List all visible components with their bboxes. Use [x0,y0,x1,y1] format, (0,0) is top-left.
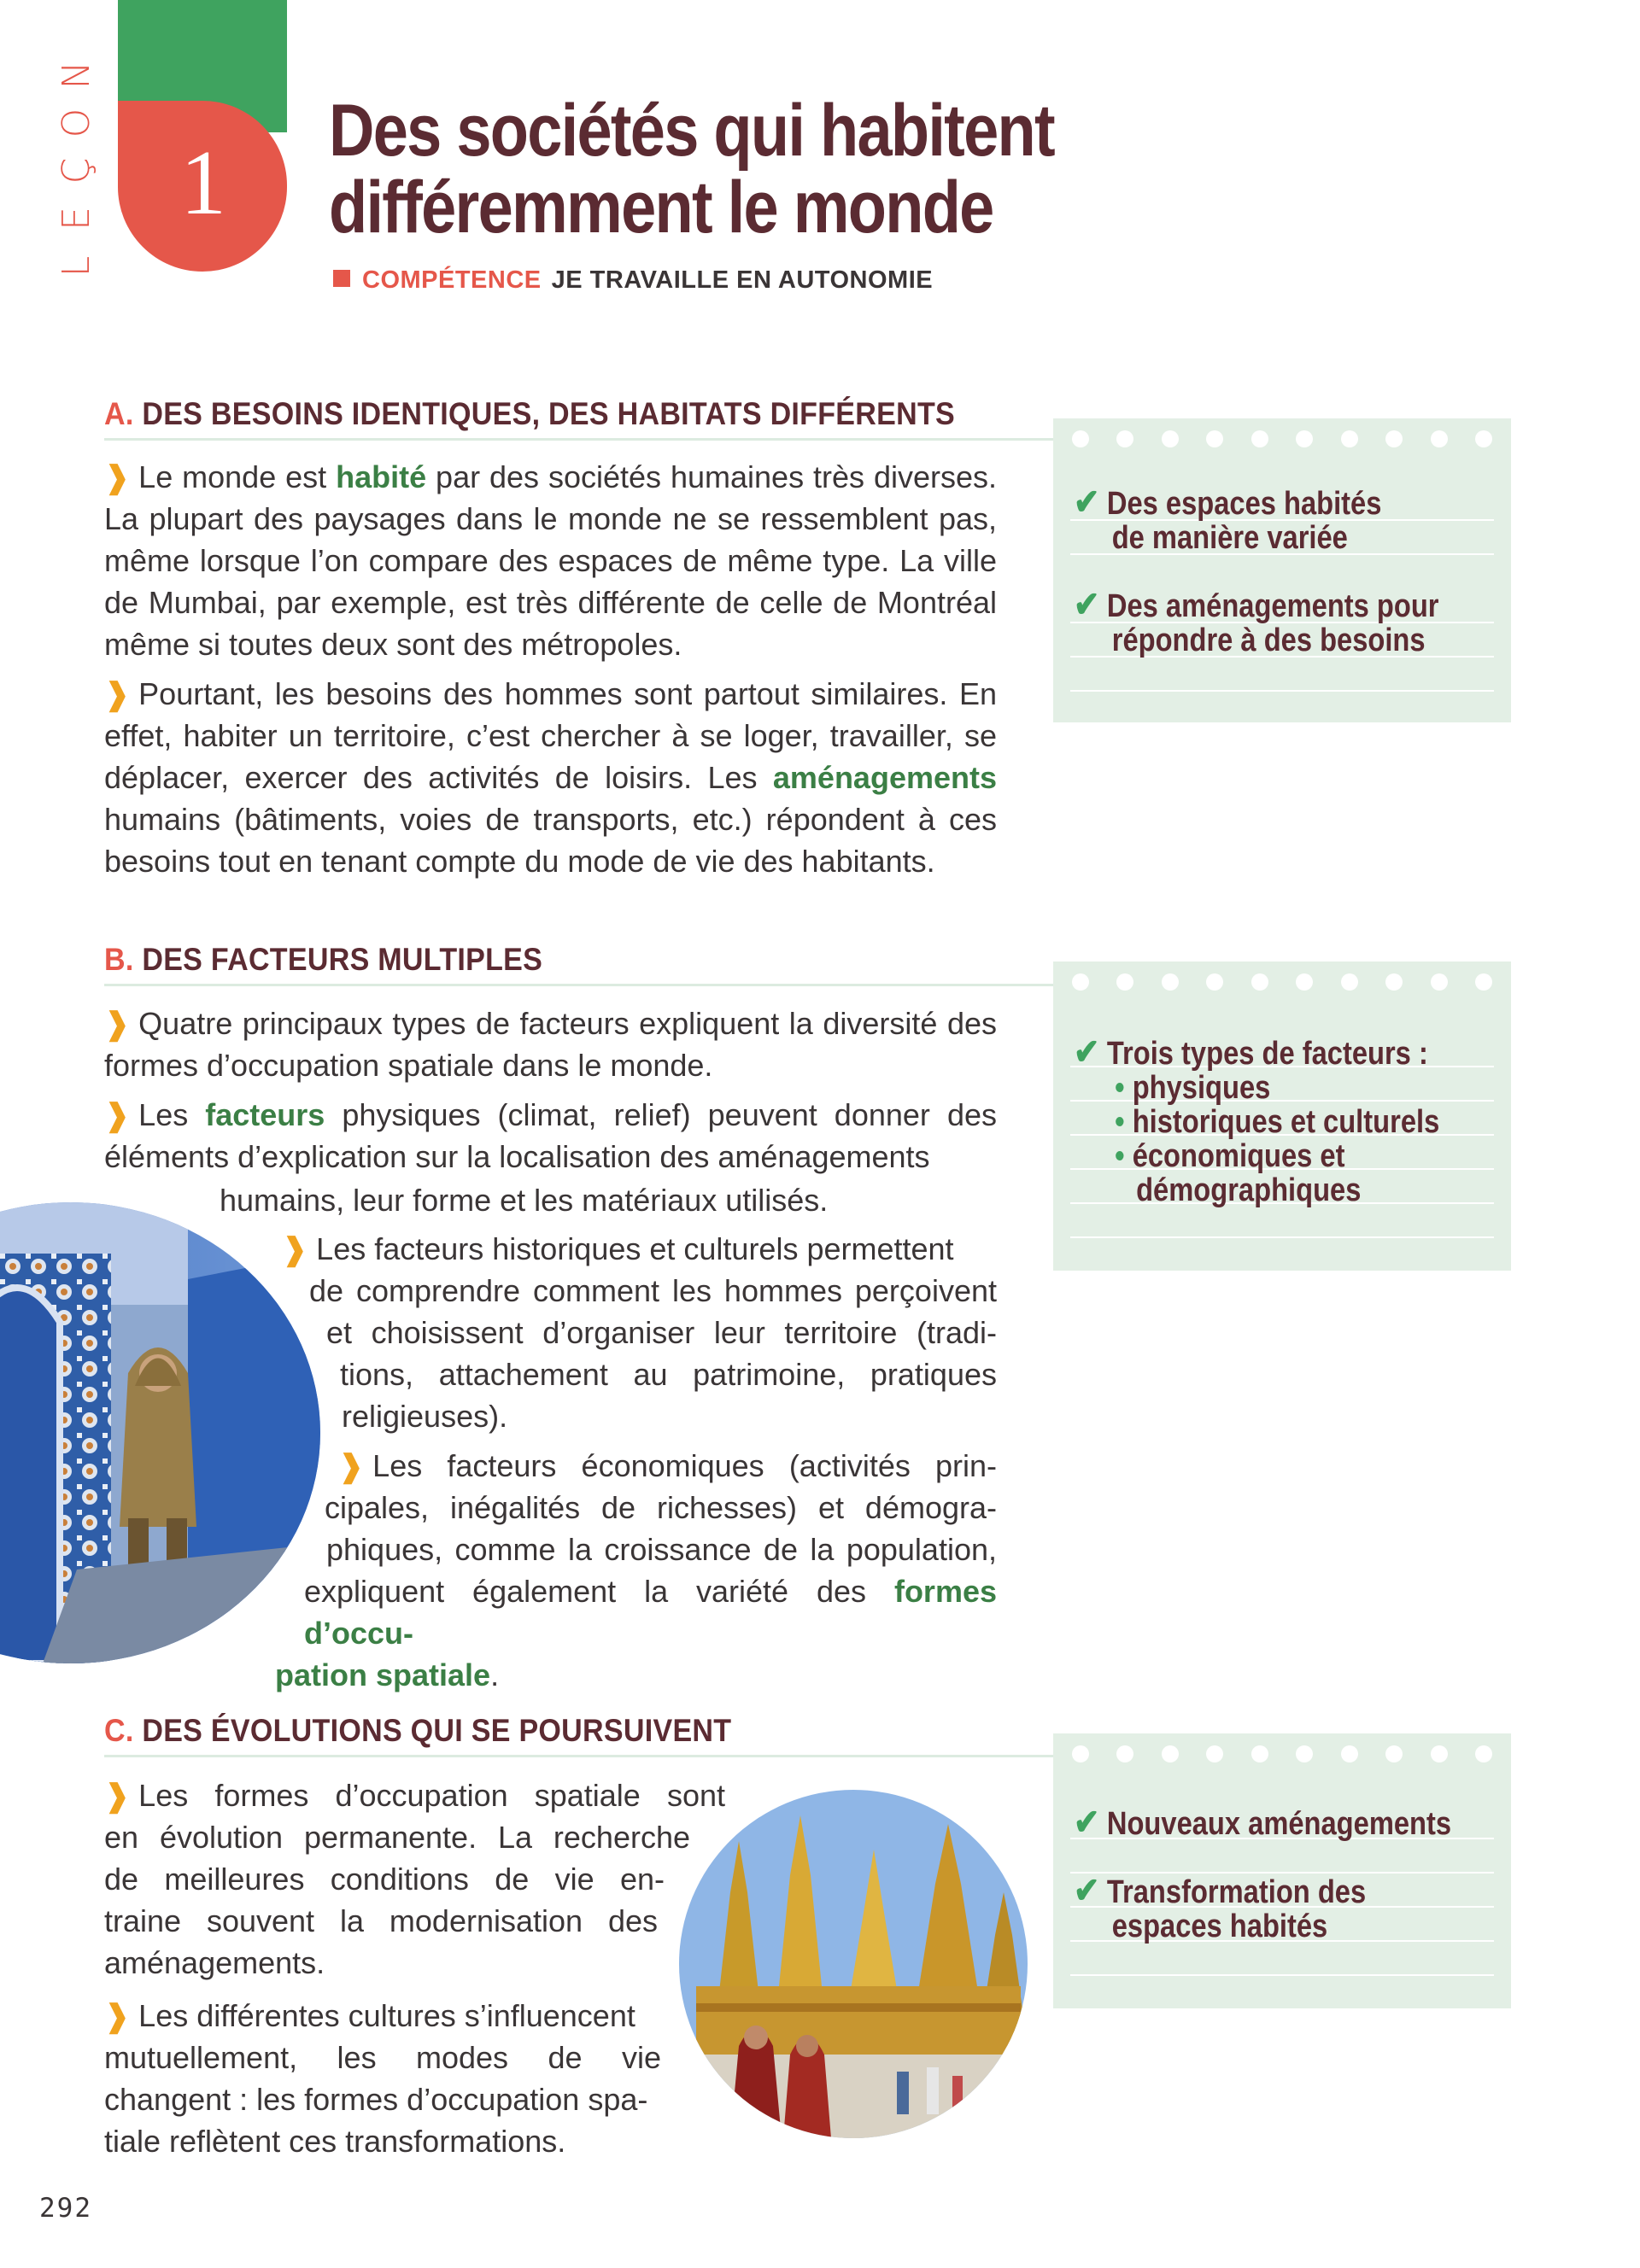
page-title [329,92,1063,246]
chevron-icon: ❱ [104,1006,131,1041]
lecon-letter: O [55,108,98,138]
paragraph: ❱ Pourtant, les besoins des hommes sont partout similaires. En effet, habiter un territoire, c’est chercher à se loger, travailler, se déplacer, exercer des activités de loisirs. Les aménagements humains (bâtiments, voies de transports, etc.) répondent à ces besoins tout en tenant compte du mode de vie des habitants. [104,676,997,879]
bullet-icon: • [1115,1070,1125,1106]
chevron-icon: ❱ [104,459,131,494]
section-c-p2: ❱ Les différentes cultures s’influencent mutuellement, les modes de vie changent : les formes d’occupation spa- tiale reflètent ces transformations. [104,1998,661,2159]
section-title: DES ÉVOLUTIONS QUI SE POURSUIVENT [142,1713,732,1748]
keyword-link[interactable]: aménagements [772,760,997,795]
note-item: ✔ Trois types de facteurs : • physiques • historiques et culturels • économiques et démographiques [1074,1032,1440,1208]
chevron-icon: ❱ [104,676,131,711]
paragraph: ❱ Les facteurs physiques (climat, relief) peuvent donner des éléments d’explication sur la localisation des aménagements [104,1097,997,1174]
paragraph: ❱ Le monde est habité par des sociétés humaines très diverses. La plupart des paysages dans le monde ne se ressemblent pas, même lorsque l’on compare des espaces de même type. La ville de Mumbai, par exemple, est très différente de celle de Montréal même si toutes deux sont des métropoles. [104,459,997,662]
paragraph-line: humains, leur forme et les matériaux utilisés. [220,1183,829,1218]
photo-golden-pagodas [679,1790,1028,2138]
section-letter: C. [104,1713,134,1748]
keyword-link[interactable]: pation spatiale [275,1657,491,1692]
note-card-a [1053,418,1511,722]
check-icon: ✔ [1074,1802,1100,1842]
photo-blue-medina-illustration [0,1202,320,1663]
competence-line [333,266,933,295]
title-line-2: différemment le monde [329,167,993,248]
check-icon: ✔ [1074,1870,1100,1910]
keyword-link[interactable]: formes d’occu- [304,1574,997,1651]
chevron-icon: ❱ [338,1448,365,1483]
section-b-heading [104,942,542,978]
note-item: ✔ Des espaces habités de manière variée [1074,482,1382,556]
section-b-body [104,1002,997,1178]
note-item: ✔ Nouveaux aménagements [1074,1802,1452,1842]
section-title: DES BESOINS IDENTIQUES, DES HABITATS DIFFÉRENTS [142,396,956,431]
note-dots [1072,973,1492,991]
note-item: ✔ Transformation des espaces habités [1074,1870,1367,1944]
note-dots [1072,1745,1492,1762]
bullet-icon: • [1115,1104,1125,1140]
keyword-link[interactable]: habité [336,459,427,494]
section-b-p4: ❱ Les facteurs économiques (activités prin- cipales, inégalités de richesses) et démogra- phiques, comme la croissance de la population, expliquent également la variété des formes d’occu- pation spatiale. [275,1448,997,1692]
lecon-vertical-label [51,51,102,290]
lecon-letter: L [55,255,98,278]
lecon-letter: N [55,61,98,90]
square-bullet-icon [333,270,350,287]
check-icon: ✔ [1074,584,1100,624]
chevron-icon: ❱ [104,1778,131,1813]
chevron-icon: ❱ [282,1231,308,1266]
section-a-heading [104,396,955,432]
lesson-number: 1 [180,132,226,234]
chevron-icon: ❱ [104,1097,131,1132]
bullet-icon: • [1115,1138,1125,1174]
competence-text: JE TRAVAILLE EN AUTONOMIE [551,266,934,294]
section-a-rule [104,438,1057,441]
keyword-link[interactable]: facteurs [205,1097,325,1132]
photo-golden-pagodas-illustration [679,1790,1028,2138]
note-item: ✔ Des aménagements pour répondre à des besoins [1074,584,1439,658]
check-icon: ✔ [1074,482,1100,522]
note-card-c [1053,1733,1511,2008]
page-number: 292 [39,2193,92,2224]
section-b-rule [104,984,1057,986]
lecon-letter: Ç [55,157,98,184]
section-c-p1: ❱ Les formes d’occupation spatiale sont en évolution permanente. La recherche de meilleures conditions de vie en- traine souvent la modernisation des aménagements. [104,1778,725,1980]
lecon-letter: E [55,207,98,231]
check-icon: ✔ [1074,1032,1100,1072]
paragraph: ❱ Quatre principaux types de facteurs expliquent la diversité des formes d’occupation spatiale dans le monde. [104,1006,997,1083]
competence-label: COMPÉTENCE [362,266,542,294]
section-a-body [104,456,997,890]
section-title: DES FACTEURS MULTIPLES [142,942,543,977]
title-line-1: Des sociétés qui habitent [329,90,1054,172]
note-card-b [1053,962,1511,1271]
section-c-heading [104,1713,731,1749]
section-b-p3: ❱ Les facteurs historiques et culturels permettent de comprendre comment les hommes perçoivent et choisissent d’organiser leur territoire (tradi- tions, attachement au patrimoine, pratiques religieuses). [282,1231,997,1434]
section-letter: B. [104,942,134,977]
chevron-icon: ❱ [104,1998,131,2033]
note-dots [1072,430,1492,447]
photo-blue-medina [0,1202,320,1663]
section-c-rule [104,1755,1057,1757]
section-letter: A. [104,396,134,431]
